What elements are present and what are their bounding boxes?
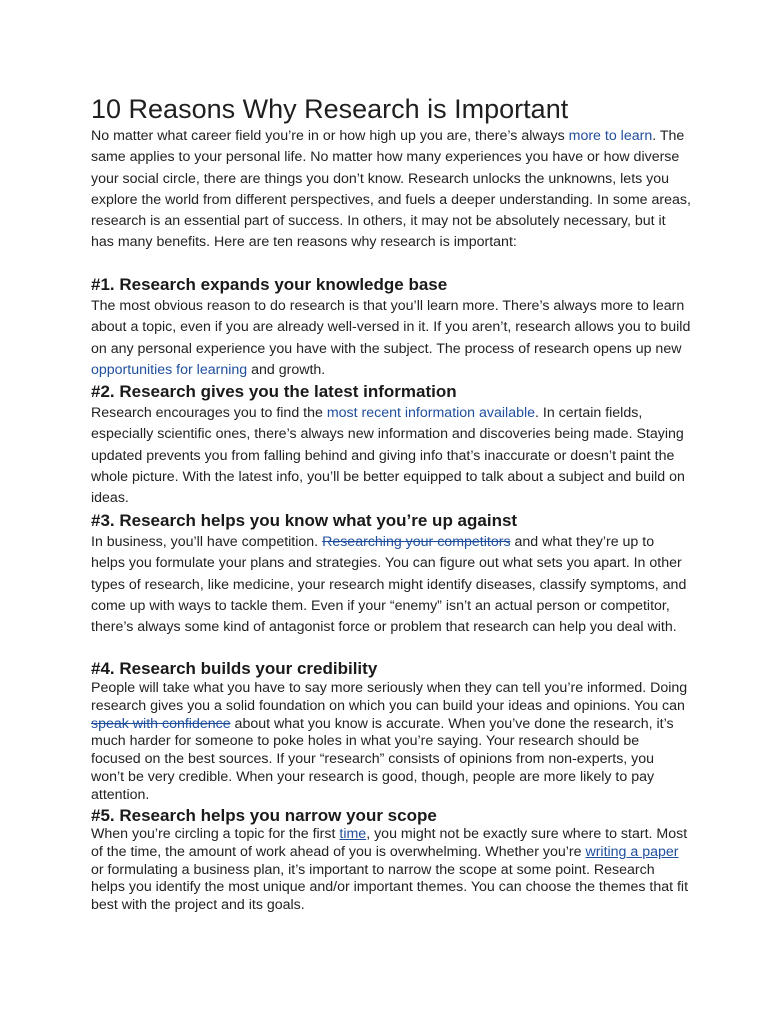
- section-5-paragraph: When you’re circling a topic for the first time, you might not be exactly sure where to start. Most of the time, the amount of work ahead of you is overwhelming. Whether you’re writing a paper or formulating a business plan, it’s important to narrow the scope at some point. Research helps you identify the most unique and/or important themes. You can choose the themes that fit best with the project and its goals.: [91, 826, 689, 914]
- researching-your-competitors-link[interactable]: Researching your competitors: [322, 534, 511, 550]
- section-4-paragraph: People will take what you have to say more seriously when they can tell you’re informed. Doing research gives you a solid foundation on which you can build your ideas and opinions. You can speak with confidence about what you know is accurate. When you’ve done the research, it’s much harder for someone to poke holes in what you’re saying. Your research should be focused on the best sources. If your “research” consists of opinions from non-experts, you won’t be very credible. When your research is good, though, people are more likely to pay attention.: [91, 680, 688, 803]
- speak-with-confidence-link[interactable]: speak with confidence: [91, 715, 231, 732]
- most-recent-information-link[interactable]: most recent information available: [326, 405, 536, 421]
- section-1-paragraph: The most obvious reason to do research is that you’ll learn more. There’s always more to learn about a topic, even if you are already well-versed in it. If you aren’t, research allows you to build on any personal experience you have with the subject. The process of research opens up new opportunities for learning and growth.: [91, 298, 691, 378]
- section-4-heading: #4. Research builds your credibility: [91, 659, 378, 678]
- section-2-paragraph: Research encourages you to find the most recent information available. In certain fields, especially scientific ones, there’s always new information and discoveries being made. Staying updated prevents you from falling behind and giving info that’s inaccurate or doesn’t paint the whole picture. With the latest info, you’ll be better equipped to talk about a subject and build on ideas.: [91, 405, 685, 507]
- opportunities-for-learning-link[interactable]: opportunities for learning: [91, 361, 248, 378]
- section-3-paragraph: In business, you’ll have competition. Researching your competitors and what they’re up to helps you formulate your plans and strategies. You can figure out what sets you apart. In other types of research, like medicine, your research might identify diseases, classify symptoms, and come up with ways to tackle them. Even if your “enemy” isn’t an actual person or competitor, there’s always some kind of antagonist force or problem that research can help you deal with.: [91, 534, 687, 636]
- section-2-heading: #2. Research gives you the latest information: [91, 382, 457, 401]
- time-link[interactable]: time: [339, 826, 367, 842]
- more-to-learn-link[interactable]: more to learn: [568, 128, 653, 144]
- section-5-heading: #5. Research helps you narrow your scope: [91, 806, 437, 825]
- intro-paragraph: No matter what career field you’re in or how high up you are, there’s always more to learn. The same applies to your personal life. No matter how many experiences you have or how diverse your social circle, there are things you don’t know. Research unlocks the unknowns, lets you explore the world from different perspectives, and fuels a deeper understanding. In some areas, research is an essential part of success. In others, it may not be absolutely necessary, but it has many benefits. Here are ten reasons why research is important:: [91, 128, 691, 251]
- section-3-heading: #3. Research helps you know what you’re up against: [91, 511, 518, 530]
- section-1-heading: #1. Research expands your knowledge base: [91, 275, 448, 294]
- writing-a-paper-link[interactable]: writing a paper: [585, 843, 679, 860]
- page-title: 10 Reasons Why Research is Important: [91, 94, 569, 124]
